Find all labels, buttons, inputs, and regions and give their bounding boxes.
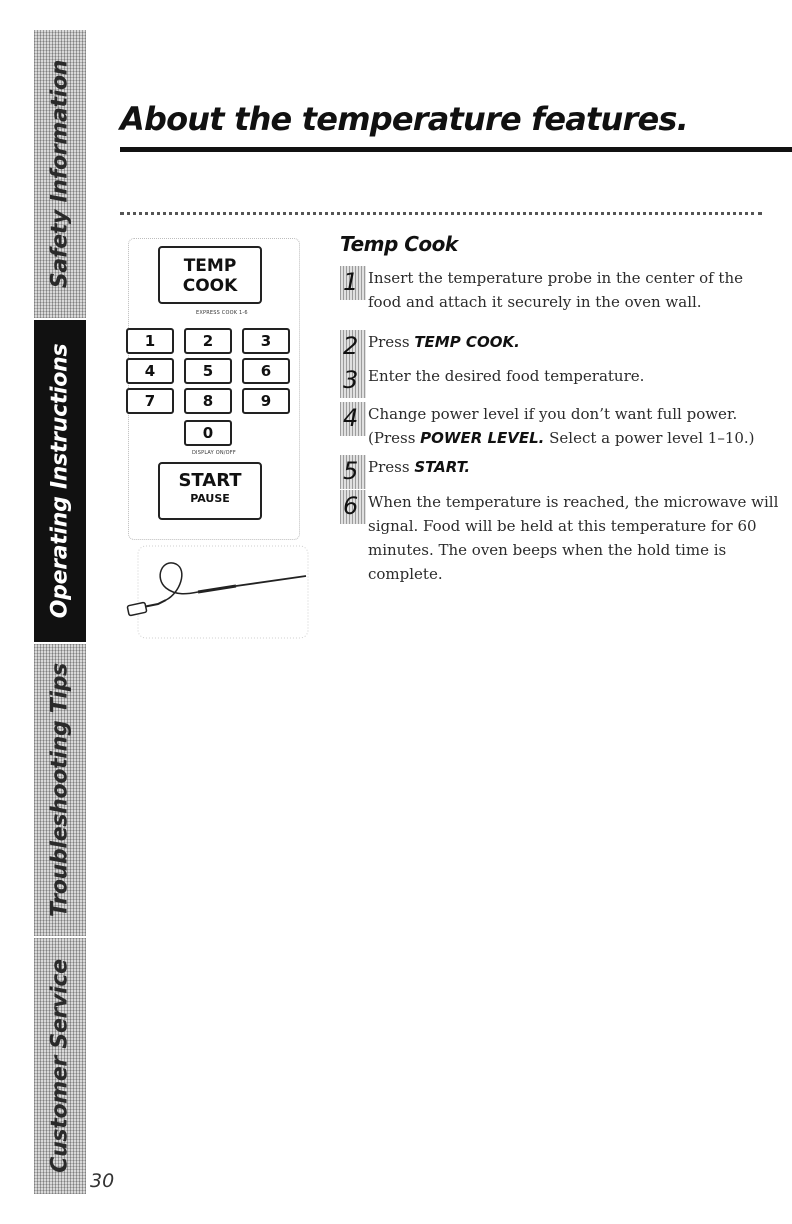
step-badge: [340, 455, 366, 489]
step-text: [368, 330, 790, 354]
pause-key-label: PAUSE: [190, 492, 230, 505]
step-text-prefix: Press: [368, 458, 415, 476]
step-text: Enter the desired food temperature.: [368, 367, 645, 385]
step-text: When the temperature is reached, the microwave will signal. Food will be held at this temperature for 60 minutes. The oven beeps when the hold time is complete.: [368, 493, 779, 583]
temp-cook-key-line1: TEMP: [183, 256, 237, 276]
step-number: 2: [343, 332, 359, 360]
section-divider: [120, 212, 762, 215]
tab-customer-service[interactable]: [34, 938, 86, 1194]
step-3: [340, 364, 790, 394]
title-divider: [120, 147, 792, 152]
step-text-line1: Change power level if you don’t want full power.: [368, 405, 738, 423]
tab-safety-information[interactable]: [34, 30, 86, 318]
step-badge: [340, 364, 366, 398]
number-key-3: 3: [242, 328, 290, 354]
step-text: Insert the temperature probe in the center of the food and attach it securely in the oven wall.: [368, 269, 743, 311]
step-5: [340, 455, 790, 485]
number-key-8: 8: [184, 388, 232, 414]
number-key-5: 5: [184, 358, 232, 384]
number-key-2: 2: [184, 328, 232, 354]
start-key-label: START: [178, 470, 242, 491]
step-4: [340, 402, 790, 450]
page-number: 30: [90, 1170, 115, 1192]
number-key-6: 6: [242, 358, 290, 384]
number-key-4: 4: [126, 358, 174, 384]
step-text: [368, 402, 790, 450]
tab-troubleshooting-tips[interactable]: [34, 644, 86, 936]
number-key-1: 1: [126, 328, 174, 354]
number-key-7: 7: [126, 388, 174, 414]
step-badge: [340, 330, 366, 364]
step-badge: [340, 402, 366, 436]
step-text-prefix: Press: [368, 333, 415, 351]
page-title: About the temperature features.: [120, 100, 689, 138]
step-text-line2-suffix: Select a power level 1–10.): [544, 429, 755, 447]
start-keyword: START.: [414, 458, 471, 476]
section-title: Temp Cook: [340, 232, 458, 256]
step-number: 4: [343, 404, 359, 432]
tab-customer-label: Customer Service: [47, 959, 73, 1173]
tab-troubleshooting-label: Troubleshooting Tips: [47, 663, 73, 917]
express-cook-label: EXPRESS COOK 1-6: [196, 310, 248, 316]
step-number: 6: [343, 492, 359, 520]
step-badge: [340, 266, 366, 300]
tab-operating-instructions[interactable]: [34, 320, 86, 642]
keypad-illustration: [118, 238, 318, 648]
step-number: 5: [343, 457, 359, 485]
step-text: [368, 455, 790, 479]
step-text-line2-prefix: (Press: [368, 429, 421, 447]
step-badge: [340, 490, 366, 524]
step-1: [340, 266, 790, 314]
tab-safety-label: Safety Information: [47, 59, 73, 289]
temp-cook-key-line2: COOK: [182, 276, 238, 296]
start-pause-key: [158, 462, 262, 520]
section-tab-strip: [34, 30, 86, 1194]
number-key-9: 9: [242, 388, 290, 414]
number-key-0: 0: [184, 420, 232, 446]
tab-operating-label: Operating Instructions: [47, 343, 73, 619]
temperature-probe-illustration: [118, 538, 318, 648]
power-level-keyword: POWER LEVEL.: [420, 429, 545, 447]
temp-cook-key: [158, 246, 262, 304]
step-number: 1: [343, 268, 359, 296]
display-on-off-label: DISPLAY ON/OFF: [192, 450, 236, 456]
step-number: 3: [343, 366, 359, 394]
temp-cook-keyword: TEMP COOK.: [414, 333, 520, 351]
step-6: [340, 490, 790, 586]
step-2: [340, 330, 790, 360]
